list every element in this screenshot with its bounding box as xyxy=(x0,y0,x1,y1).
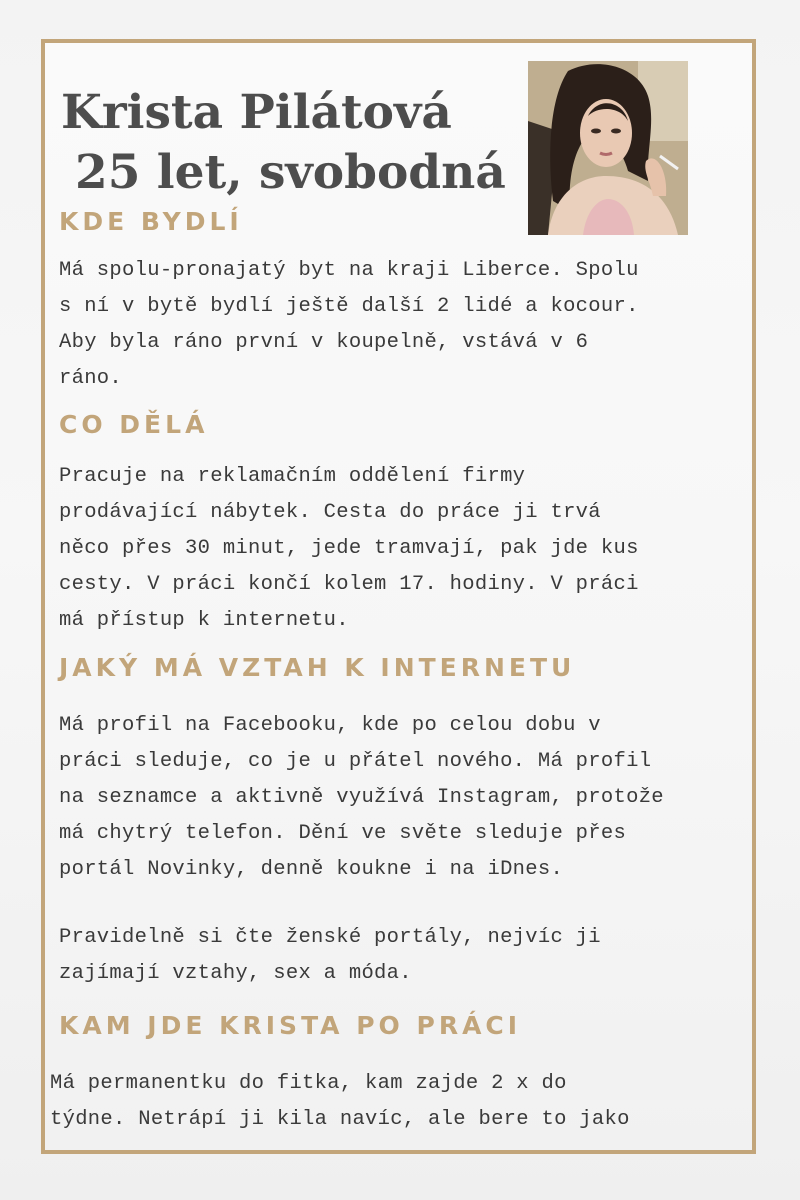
paragraph-vztah-k-internetu-2 xyxy=(59,920,729,992)
text-line: ráno. xyxy=(59,367,123,390)
text-line: něco přes 30 minut, jede tramvají, pak jde kus xyxy=(59,537,639,560)
heading-kam-jde: KAM JDE KRISTA PO PRÁCI xyxy=(59,1011,522,1040)
text-line: zajímají vztahy, sex a móda. xyxy=(59,962,412,985)
text-line: má přístup k internetu. xyxy=(59,609,349,632)
text-line: s ní v bytě bydlí ještě další 2 lidé a kocour. xyxy=(59,295,639,318)
text-line: Má permanentku do fitka, kam zajde 2 x do xyxy=(50,1072,567,1095)
text-line: prodávající nábytek. Cesta do práce ji trvá xyxy=(59,501,601,524)
text-line: Pravidelně si čte ženské portály, nejvíc ji xyxy=(59,926,601,949)
persona-name: Krista Pilátová xyxy=(61,85,452,140)
text-line: má chytrý telefon. Dění ve světe sleduje přes xyxy=(59,822,627,845)
text-line: na seznamce a aktivně využívá Instagram, protože xyxy=(59,786,664,809)
paragraph-kam-jde xyxy=(50,1066,720,1138)
text-line: cesty. V práci končí kolem 17. hodiny. V práci xyxy=(59,573,639,596)
heading-co-dela: CO DĚLÁ xyxy=(59,410,209,439)
persona-photo xyxy=(528,61,688,235)
text-line: práci sleduje, co je u přátel nového. Má profil xyxy=(59,750,652,773)
persona-age-status: 25 let, svobodná xyxy=(75,145,506,200)
paragraph-vztah-k-internetu xyxy=(59,708,729,888)
heading-kde-bydli: KDE BYDLÍ xyxy=(59,207,243,236)
text-line: Aby byla ráno první v koupelně, vstává v 6 xyxy=(59,331,589,354)
text-line: Pracuje na reklamačním oddělení firmy xyxy=(59,465,526,488)
text-line: portál Novinky, denně koukne i na iDnes. xyxy=(59,858,564,881)
paragraph-kde-bydli xyxy=(59,253,729,397)
text-line: Má spolu-pronajatý byt na kraji Liberce. Spolu xyxy=(59,259,639,282)
paragraph-co-dela xyxy=(59,459,729,639)
persona-title xyxy=(61,83,506,203)
heading-vztah-k-internetu: JAKÝ MÁ VZTAH K INTERNETU xyxy=(59,653,576,682)
profile-card xyxy=(41,39,756,1154)
text-line: Má profil na Facebooku, kde po celou dobu v xyxy=(59,714,601,737)
text-line: týdne. Netrápí ji kila navíc, ale bere to jako xyxy=(50,1108,630,1131)
